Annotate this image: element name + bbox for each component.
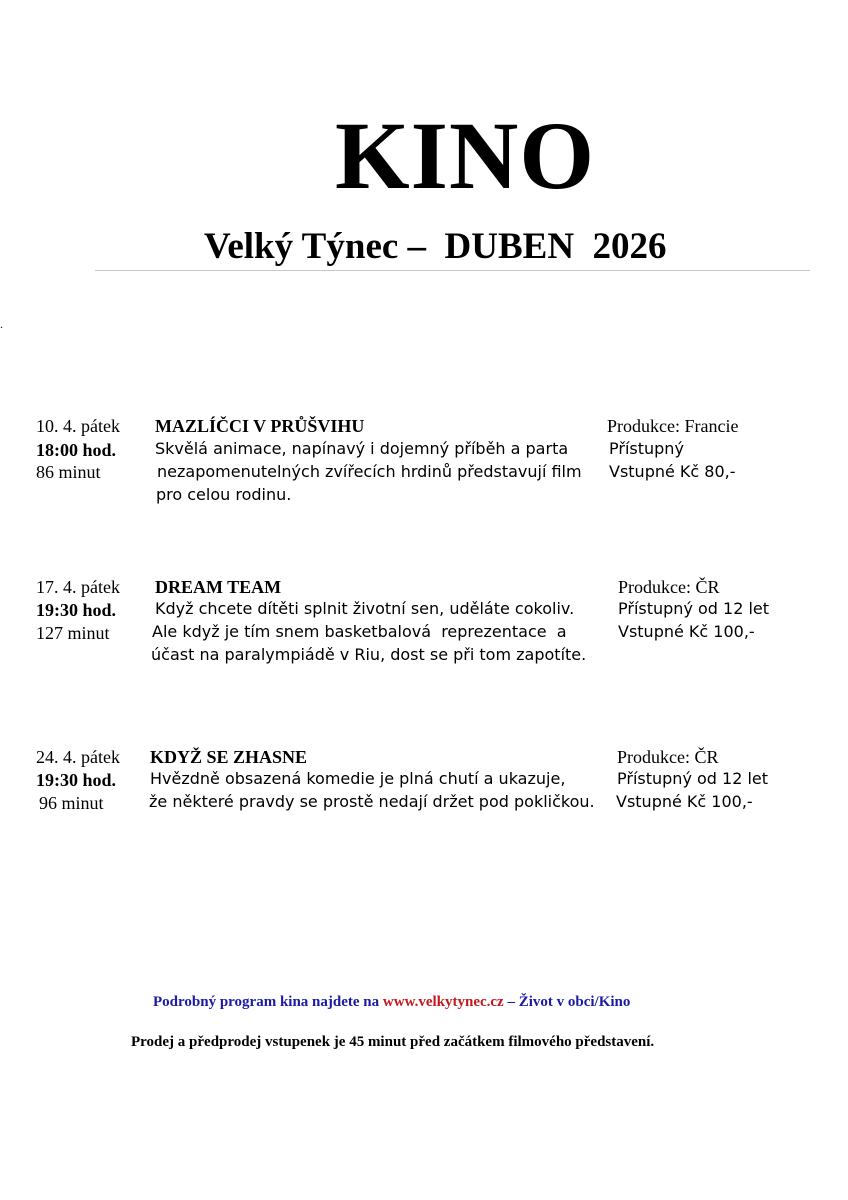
- film-title: KDYŽ SE ZHASNE: [150, 747, 308, 767]
- film-price: Vstupné Kč 80,-: [609, 462, 736, 481]
- film-description-line: nezapomenutelných zvířecích hrdinů představují film: [157, 462, 582, 481]
- ticket-sale-note: Prodej a předprodej vstupenek je 45 minut před začátkem filmového představení.: [131, 1034, 655, 1050]
- film-title: DREAM TEAM: [155, 577, 282, 597]
- program-info-prefix: Podrobný program kina najdete na: [153, 994, 383, 1010]
- film-date: 17. 4. pátek: [36, 577, 120, 597]
- film-price: Vstupné Kč 100,-: [616, 792, 753, 811]
- film-time: 18:00 hod.: [36, 440, 117, 460]
- film-access: Přístupný od 12 let: [617, 769, 769, 788]
- film-description-line: Skvělá animace, napínavý i dojemný příběh a parta: [155, 439, 569, 458]
- film-duration: 127 minut: [36, 623, 110, 643]
- film-description-line: účast na paralympiádě v Riu, dost se při tom zapotíte.: [151, 645, 587, 664]
- website-link[interactable]: www.velkytynec.cz: [382, 994, 504, 1010]
- film-access: Přístupný od 12 let: [618, 599, 770, 618]
- header-divider: [95, 270, 810, 271]
- film-time: 19:30 hod.: [36, 600, 117, 620]
- film-production: Produkce: ČR: [617, 747, 719, 767]
- film-description-line: Hvězdně obsazená komedie je plná chutí a ukazuje,: [150, 769, 566, 788]
- film-access: Přístupný: [609, 439, 684, 458]
- film-production: Produkce: Francie: [607, 416, 739, 436]
- film-description-line: pro celou rodinu.: [156, 485, 292, 504]
- film-price: Vstupné Kč 100,-: [618, 622, 755, 641]
- program-info: [153, 995, 630, 1010]
- film-description-line: Ale když je tím snem basketbalová reprezentace a: [152, 622, 567, 641]
- film-date: 24. 4. pátek: [36, 747, 120, 767]
- film-duration: 86 minut: [36, 462, 101, 482]
- film-title: MAZLÍČCI V PRŮŠVIHU: [155, 416, 365, 436]
- film-production: Produkce: ČR: [618, 577, 720, 597]
- film-description-line: že některé pravdy se prostě nedají držet pod pokličkou.: [149, 792, 595, 811]
- film-time: 19:30 hod.: [36, 770, 117, 790]
- page-title: KINO: [334, 102, 596, 209]
- film-date: 10. 4. pátek: [36, 416, 120, 436]
- page-subtitle: Velký Týnec – DUBEN 2026: [204, 226, 667, 267]
- film-duration: 96 minut: [39, 793, 104, 813]
- film-description-line: Když chcete dítěti splnit životní sen, uděláte cokoliv.: [155, 599, 575, 618]
- stray-mark: .: [0, 317, 3, 331]
- program-info-suffix: – Život v obci/Kino: [503, 994, 631, 1010]
